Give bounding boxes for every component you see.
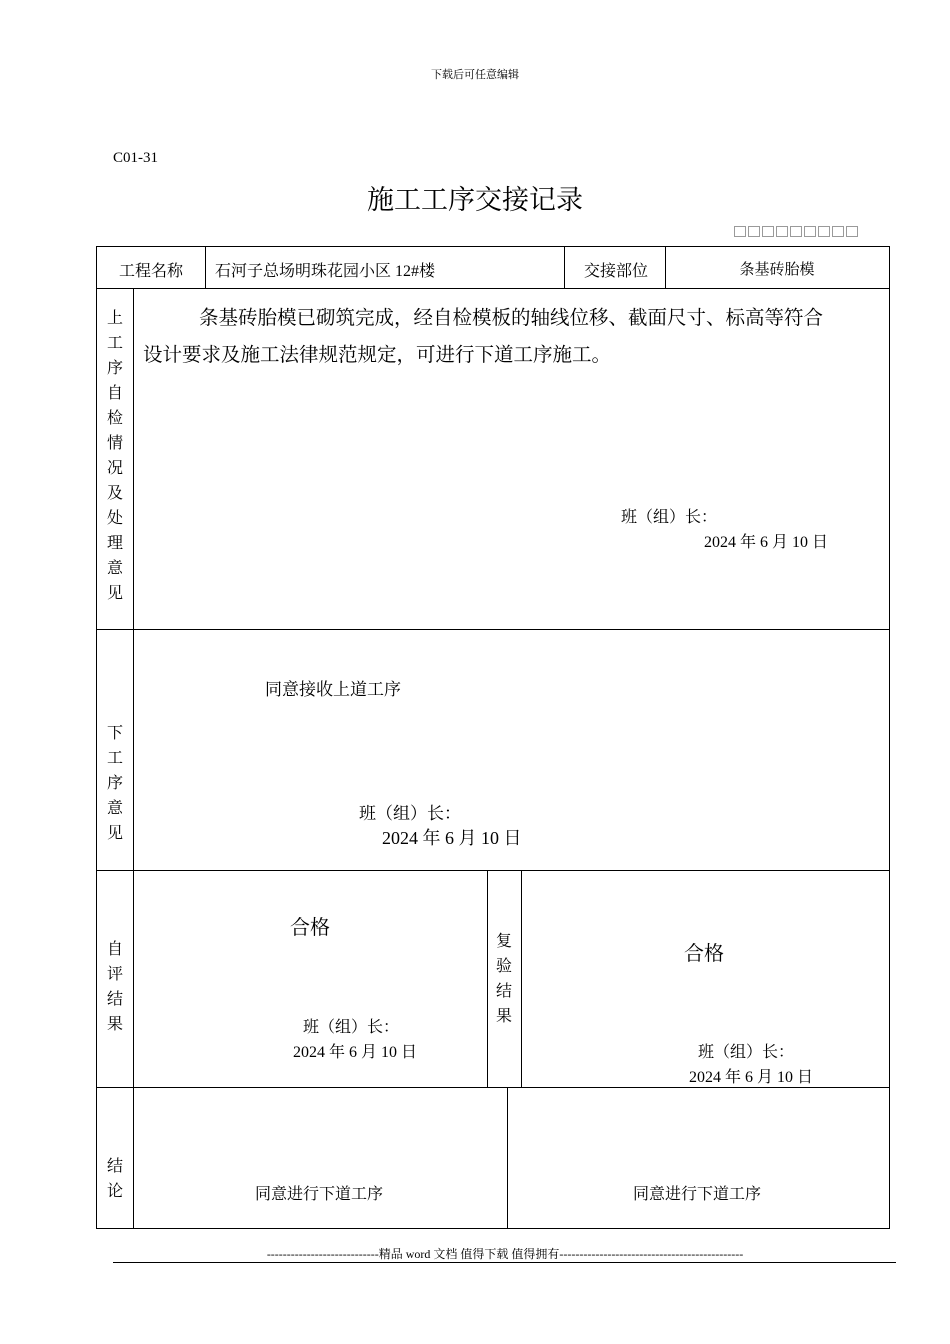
record-number-box [804, 226, 816, 237]
record-number-box [776, 226, 788, 237]
handover-table [96, 246, 890, 1229]
record-number-box [846, 226, 858, 237]
conclusion-right: 同意进行下道工序 [633, 1186, 762, 1203]
next-process-label-char: 下 [106, 725, 123, 742]
next-process-label-char: 工 [106, 750, 123, 767]
header-note: 下载后可任意编辑 [431, 69, 519, 81]
handover-part-label: 交接部位 [584, 263, 649, 280]
next-process-label-char: 见 [106, 825, 123, 842]
self-eval-label-char: 果 [106, 1016, 123, 1033]
prev-process-label-char: 序 [106, 360, 123, 377]
record-number-box [748, 226, 760, 237]
self-eval-label-char: 自 [106, 941, 123, 958]
recheck-label-char: 验 [495, 958, 512, 975]
footer-divider [113, 1262, 896, 1263]
record-number-box [734, 226, 746, 237]
next-process-content: 同意接收上道工序 [265, 680, 401, 699]
label-col-divider [133, 288, 134, 1228]
recheck-date: 2024 年 6 月 10 日 [689, 1069, 814, 1086]
next-process-label-char: 意 [106, 800, 123, 817]
prev-date: 2024 年 6 月 10 日 [704, 534, 829, 551]
footer-text: ----------------------------精品 word 文档 值得下载 值得拥有---------------------------------------------- [266, 1247, 744, 1261]
form-code: C01-31 [113, 150, 158, 166]
prev-process-label-char: 工 [106, 335, 123, 352]
prev-process-label-char: 上 [106, 310, 123, 327]
col-divider [521, 870, 522, 1087]
prev-process-label-char: 自 [106, 385, 123, 402]
conclusion-label [97, 1154, 133, 1204]
prev-process-label-char: 处 [106, 510, 123, 527]
self-eval-label-char: 结 [106, 991, 123, 1008]
prev-process-content: 条基砖胎模已砌筑完成，经自检模板的轴线位移、截面尺寸、标高等符合设计要求及施工法律规范规定，可进行下道工序施工。 [143, 306, 824, 366]
prev-process-label [97, 306, 133, 606]
prev-process-label-char: 及 [106, 485, 123, 502]
recheck-result: 合格 [684, 941, 724, 965]
prev-process-label-char: 理 [106, 535, 123, 552]
prev-process-label-char: 情 [106, 435, 123, 452]
recheck-label-char: 果 [495, 1008, 512, 1025]
prev-process-label-char: 况 [106, 460, 123, 477]
self-eval-label-char: 评 [106, 966, 123, 983]
next-process-label-char: 序 [106, 775, 123, 792]
self-eval-leader-label: 班（组）长： [303, 1019, 400, 1036]
handover-part-value: 条基砖胎模 [739, 260, 815, 278]
recheck-label-char: 结 [495, 983, 512, 1000]
col-divider [564, 247, 565, 288]
self-eval-label [97, 937, 133, 1037]
next-leader-label: 班（组）长： [359, 804, 461, 823]
recheck-leader-label: 班（组）长： [698, 1044, 795, 1061]
project-name-label: 工程名称 [119, 263, 184, 280]
row-divider [97, 1087, 889, 1088]
conclusion-label-char: 结 [106, 1158, 123, 1175]
prev-process-label-char: 检 [106, 410, 123, 427]
record-number-boxes [734, 226, 858, 237]
next-process-label [97, 721, 133, 846]
row-divider [97, 870, 889, 871]
conclusion-left: 同意进行下道工序 [255, 1186, 384, 1203]
col-divider [507, 1087, 508, 1228]
record-number-box [818, 226, 830, 237]
prev-leader-label: 班（组）长： [621, 509, 718, 526]
record-number-box [790, 226, 802, 237]
recheck-label-char: 复 [495, 933, 512, 950]
record-number-box [762, 226, 774, 237]
row-divider [97, 288, 889, 289]
self-eval-result: 合格 [290, 915, 330, 939]
recheck-label [487, 929, 521, 1029]
self-eval-date: 2024 年 6 月 10 日 [293, 1044, 418, 1061]
next-date: 2024 年 6 月 10 日 [382, 828, 522, 848]
prev-process-label-char: 见 [106, 585, 123, 602]
row-divider [97, 629, 889, 630]
page-title: 施工工序交接记录 [367, 185, 583, 216]
conclusion-label-char: 论 [106, 1183, 123, 1200]
project-name-value: 石河子总场明珠花园小区 12#楼 [215, 263, 436, 280]
col-divider [205, 247, 206, 288]
record-number-box [832, 226, 844, 237]
prev-process-label-char: 意 [106, 560, 123, 577]
